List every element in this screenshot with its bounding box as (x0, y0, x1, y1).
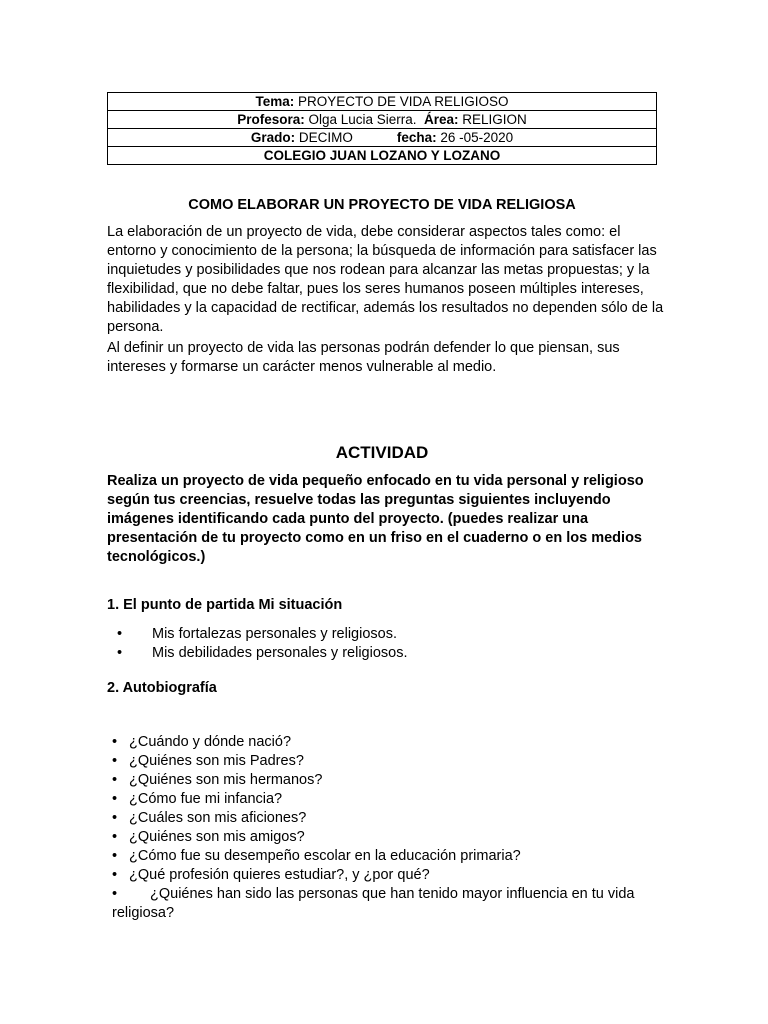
bullet-icon: • (117, 626, 123, 642)
fecha-value: 26 -05-2020 (436, 130, 514, 145)
profesora-label: Profesora: (237, 112, 305, 127)
list-item-text: ¿Quiénes han sido las personas que han tenido mayor influencia en tu vida religiosa? (112, 886, 635, 921)
section-1-heading: 1. El punto de partida Mi situación (107, 597, 343, 613)
fecha-label: fecha: (396, 130, 437, 145)
profesora-value: Olga Lucia Sierra. (304, 112, 425, 127)
area-value: RELIGION (458, 112, 527, 127)
header-cell-profesora (108, 111, 657, 129)
list-item (112, 752, 662, 771)
list-item (112, 866, 662, 885)
list-item-text: ¿Qué profesión quieres estudiar?, y ¿por qué? (129, 867, 430, 883)
header-row-colegio (108, 147, 657, 165)
list-item (112, 828, 662, 847)
paragraph-intro: La elaboración de un proyecto de vida, debe considerar aspectos tales como: el entorno y conocimiento de la persona; la búsqueda de información para satisfacer las inquietudes y posibilidades que nos rodean para alcanzar las metas propuestas; y la flexibilidad, que no debe faltar, pues los seres humanos poseen múltiples intereses, habilidades y la capacidad de rectificar, además los resultados no dependen sólo de la persona. (107, 224, 664, 335)
paragraph-definition: Al definir un proyecto de vida las personas podrán defender lo que piensan, sus intereses y formarse un carácter menos vulnerable al medio. (107, 340, 620, 375)
header-cell-tema (108, 93, 657, 111)
bullet-icon: • (112, 753, 118, 769)
activity-instructions: Realiza un proyecto de vida pequeño enfocado en tu vida personal y religioso según tus creencias, resuelve todas las preguntas siguientes incluyendo imágenes identificando cada punto del proyecto. (puedes realizar una presentación de tu proyecto como en un friso en el cuaderno o en los medios tecnológicos.) (107, 473, 644, 565)
tema-value: PROYECTO DE VIDA RELIGIOSO (294, 94, 509, 109)
header-row-grado (108, 129, 657, 147)
tema-label: Tema: (255, 94, 295, 109)
list-item (112, 771, 662, 790)
list-item-text: ¿Quiénes son mis amigos? (129, 829, 305, 845)
colegio-name: COLEGIO JUAN LOZANO Y LOZANO (263, 148, 501, 163)
header-row-profesora (108, 111, 657, 129)
list-item-text: ¿Cuándo y dónde nació? (129, 734, 292, 750)
header-row-tema (108, 93, 657, 111)
list-item-text: Mis fortalezas personales y religiosos. (152, 626, 397, 642)
list-item (107, 625, 408, 644)
list-item (112, 885, 662, 923)
bullet-icon: • (112, 848, 118, 864)
header-cell-grado (108, 129, 657, 147)
bullet-icon: • (112, 734, 118, 750)
bullet-icon: • (112, 791, 118, 807)
list-item-text: Mis debilidades personales y religiosos. (152, 645, 408, 661)
section-2-heading: 2. Autobiografía (107, 680, 217, 696)
list-item (112, 790, 662, 809)
area-label: Área: (424, 112, 459, 127)
document-title: COMO ELABORAR UN PROYECTO DE VIDA RELIGIOSA (188, 197, 576, 213)
bullet-icon: • (112, 886, 118, 902)
header-cell-colegio (108, 147, 657, 165)
activity-heading: ACTIVIDAD (335, 443, 429, 462)
section-1-list (107, 625, 408, 663)
list-item-text: ¿Cómo fue mi infancia? (129, 791, 283, 807)
bullet-icon: • (112, 829, 118, 845)
list-item-text: ¿Quiénes son mis Padres? (129, 753, 304, 769)
list-item-text: ¿Cuáles son mis aficiones? (129, 810, 307, 826)
section-2-list (112, 733, 662, 923)
list-item (112, 733, 662, 752)
bullet-icon: • (112, 810, 118, 826)
grado-value: DECIMO (295, 130, 353, 145)
list-item (107, 644, 408, 663)
list-item-text: ¿Quiénes son mis hermanos? (129, 772, 323, 788)
header-table (107, 92, 657, 165)
grado-label: Grado: (250, 130, 296, 145)
list-item (112, 809, 662, 828)
bullet-icon: • (112, 867, 118, 883)
list-item (112, 847, 662, 866)
bullet-icon: • (112, 772, 118, 788)
bullet-icon: • (117, 645, 123, 661)
list-item-text: ¿Cómo fue su desempeño escolar en la educación primaria? (129, 848, 521, 864)
